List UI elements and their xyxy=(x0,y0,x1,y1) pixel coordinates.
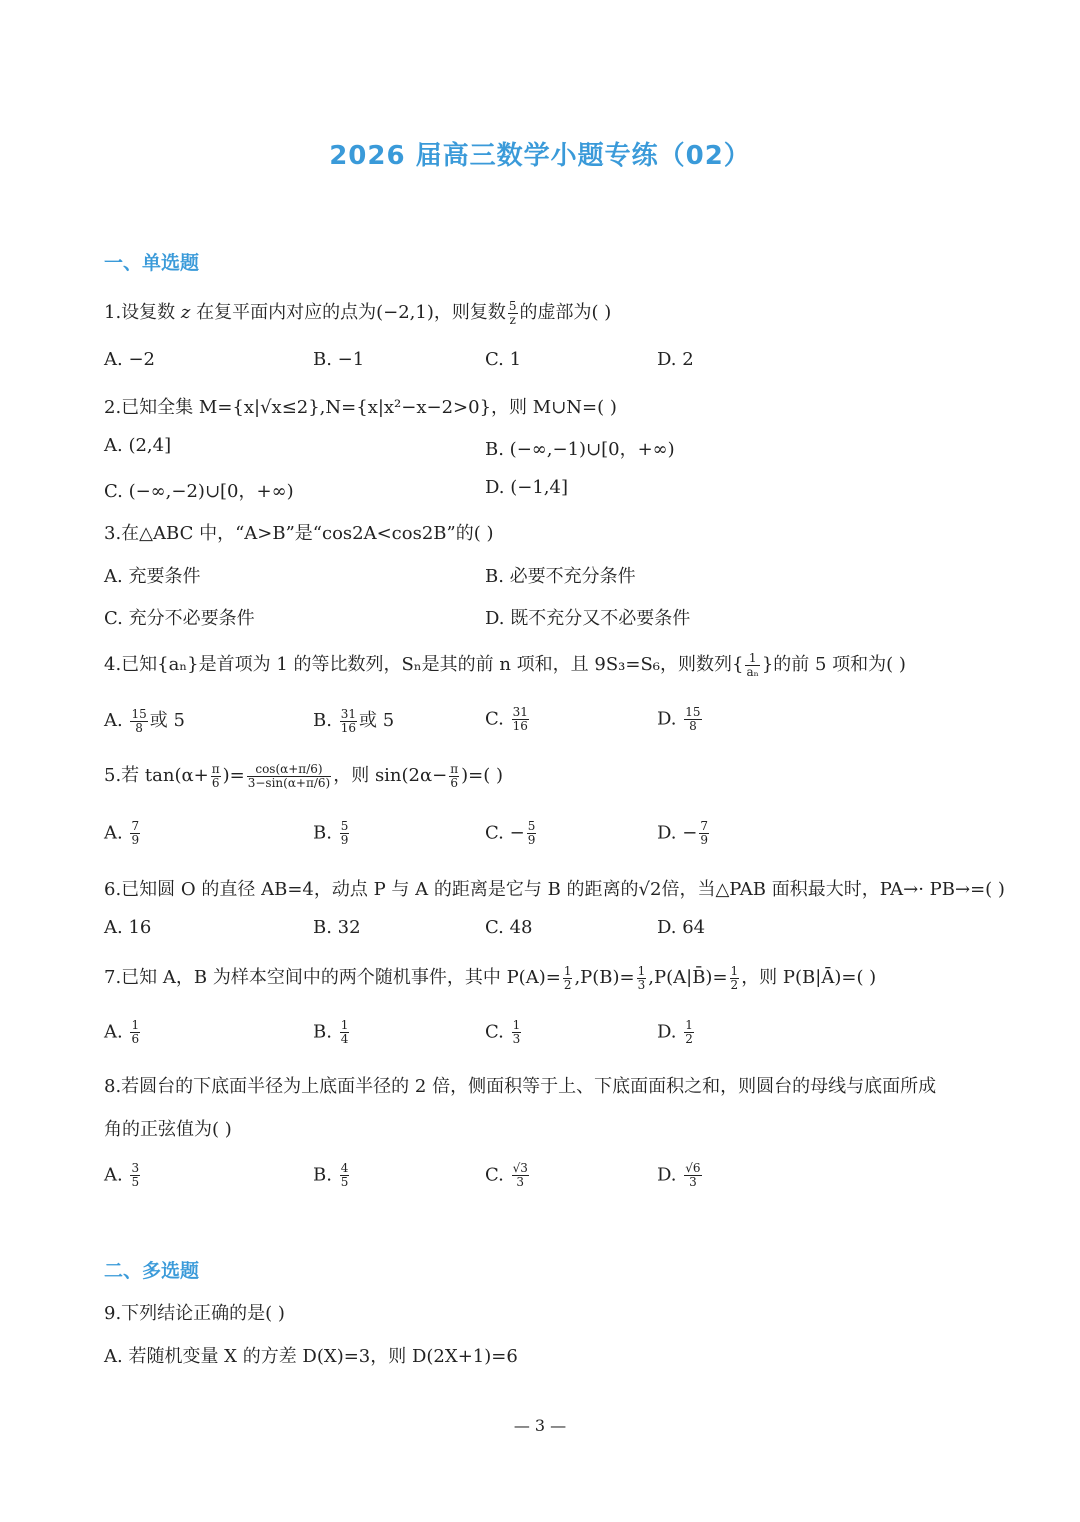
q5-option-a[interactable]: A. $\frac{7}{9}$ xyxy=(104,819,140,847)
q1-option-a[interactable]: A. −2 xyxy=(104,349,155,370)
q7-option-a[interactable]: A. $\frac{1}{6}$ xyxy=(104,1018,140,1046)
q3-option-d[interactable]: D. 既不充分又不必要条件 xyxy=(485,608,691,629)
fraction-expression: $\frac{\cos(\alpha+\pi/6)}{3-\sin(\alpha+\pi/6)}$ xyxy=(247,761,331,790)
q3-option-b[interactable]: B. 必要不充分条件 xyxy=(485,566,636,587)
q4-option-a[interactable]: A. $\frac{15}{8}$ 或 5 xyxy=(104,706,185,735)
q5-option-c[interactable]: C. − $\frac{5}{9}$ xyxy=(485,819,536,847)
q5-option-b[interactable]: B. $\frac{5}{9}$ xyxy=(313,819,349,847)
page-title: 2026 届高三数学小题专练（02） xyxy=(329,141,751,171)
question-6: 6.已知圆 O 的直径 AB=4，动点 P 与 A 的距离是它与 B 的距离的√2倍，当△PAB 面积最大时，PA→· PB→=( ) xyxy=(104,879,1005,900)
question-1: 1.设复数 z 在复平面内对应的点为(−2,1)，则复数 $\frac{5}{z}$ 的虚部为( ) xyxy=(104,298,612,327)
question-2: 2.已知全集 M={x|√x≤2},N={x|x²−x−2>0}，则 M∪N=( ) xyxy=(104,397,617,418)
q8-option-a[interactable]: A. $\frac{3}{5}$ xyxy=(104,1161,140,1189)
q5-option-d[interactable]: D. − $\frac{7}{9}$ xyxy=(657,819,708,847)
q6-option-c[interactable]: C. 48 xyxy=(485,917,533,938)
question-9: 9.下列结论正确的是( ) xyxy=(104,1303,285,1324)
q4-option-b[interactable]: B. $\frac{31}{16}$ 或 5 xyxy=(313,706,395,735)
question-3: 3.在△ABC 中，“A>B”是“cos2A<cos2B”的( ) xyxy=(104,523,494,544)
q8-option-c[interactable]: C. $\frac{√3}{3}$ xyxy=(485,1161,528,1189)
q6-option-a[interactable]: A. 16 xyxy=(104,917,152,938)
fraction: $\frac{1}{\text{aₙ}}$ xyxy=(746,650,759,679)
q2-option-a[interactable]: A. (2,4] xyxy=(104,435,172,456)
q8-option-b[interactable]: B. $\frac{4}{5}$ xyxy=(313,1161,349,1189)
question-8-line-2: 角的正弦值为( ) xyxy=(104,1119,232,1140)
q3-option-c[interactable]: C. 充分不必要条件 xyxy=(104,608,255,629)
q2-option-b[interactable]: B. (−∞,−1)∪[0，+∞) xyxy=(485,439,675,460)
question-7: 7.已知 A，B 为样本空间中的两个随机事件，其中 P(A)= $\frac{1}{2}$ ,P(B)= $\frac{1}{3}$ ,P(A|B̄)= $\frac{1}{2}$ ，则 P(B|Ā)=( ) xyxy=(104,963,877,992)
section-heading-single-choice: 一、单选题 xyxy=(104,252,200,274)
q1-option-c[interactable]: C. 1 xyxy=(485,349,522,370)
q7-option-b[interactable]: B. $\frac{1}{4}$ xyxy=(313,1018,349,1046)
q3-option-a[interactable]: A. 充要条件 xyxy=(104,566,201,587)
q2-option-c[interactable]: C. (−∞,−2)∪[0，+∞) xyxy=(104,481,294,502)
q6-option-b[interactable]: B. 32 xyxy=(313,917,361,938)
section-heading-multi-choice: 二、多选题 xyxy=(104,1260,200,1282)
q1-option-b[interactable]: B. −1 xyxy=(313,349,365,370)
q4-option-c[interactable]: C. $\frac{31}{16}$ xyxy=(485,705,528,733)
fraction: $\frac{5}{z}$ xyxy=(508,298,517,327)
page-number: — 3 — xyxy=(513,1416,567,1435)
q9-option-a[interactable]: A. 若随机变量 X 的方差 D(X)=3，则 D(2X+1)=6 xyxy=(104,1346,518,1367)
q4-option-d[interactable]: D. $\frac{15}{8}$ xyxy=(657,705,701,733)
q2-option-d[interactable]: D. (−1,4] xyxy=(485,477,568,498)
question-4: 4.已知{aₙ}是首项为 1 的等比数列，Sₙ是其的前 n 项和，且 9S₃=S₆，则数列{ $\frac{1}{\text{aₙ}}$ }的前 5 项和为( ) xyxy=(104,650,906,679)
q6-option-d[interactable]: D. 64 xyxy=(657,917,706,938)
q1-option-d[interactable]: D. 2 xyxy=(657,349,694,370)
q7-option-d[interactable]: D. $\frac{1}{2}$ xyxy=(657,1018,693,1046)
q8-option-d[interactable]: D. $\frac{√6}{3}$ xyxy=(657,1161,701,1189)
q7-option-c[interactable]: C. $\frac{1}{3}$ xyxy=(485,1018,521,1046)
question-5: 5.若 tan(α+ $\frac{\pi}{6}$ )= $\frac{\cos(\alpha+\pi/6)}{3-\sin(\alpha+\pi/6)}$ ，则 sin(2α− $\frac{\pi}{6}$ )=( ) xyxy=(104,761,504,790)
question-8-line-1: 8.若圆台的下底面半径为上底面半径的 2 倍，侧面积等于上、下底面面积之和，则圆台的母线与底面所成 xyxy=(104,1076,937,1097)
